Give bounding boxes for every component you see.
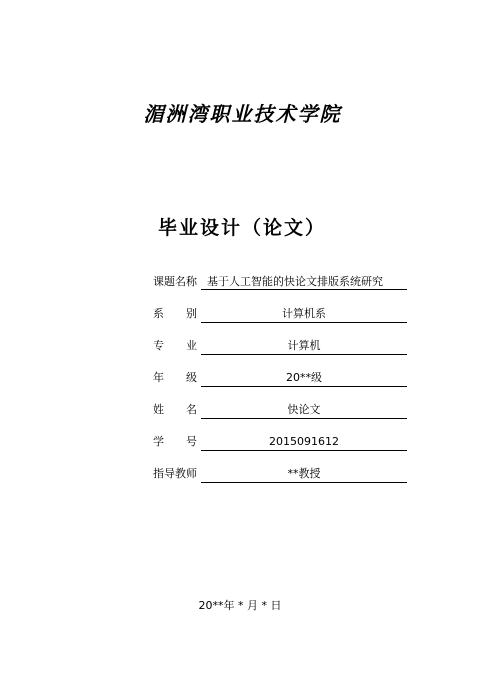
info-row-major xyxy=(153,334,413,366)
info-value-line xyxy=(201,274,407,290)
info-label: 指导教师 xyxy=(153,467,197,480)
info-value: 计算机系 xyxy=(282,307,326,320)
info-value: 计算机 xyxy=(287,339,321,352)
info-value-line xyxy=(201,338,407,355)
info-row-student-id xyxy=(153,430,413,462)
info-value-line xyxy=(201,434,407,451)
submission-date: 20**年 * 月 * 日 xyxy=(198,599,282,612)
college-name: 湄洲湾职业技术学院 xyxy=(143,102,342,126)
document-type-title: 毕业设计（论文） xyxy=(157,217,326,239)
info-row-grade xyxy=(153,366,413,398)
info-row-department xyxy=(153,302,413,334)
info-value-line xyxy=(201,402,407,419)
info-row-advisor xyxy=(153,462,413,494)
info-label: 专 业 xyxy=(153,339,197,352)
info-value-line xyxy=(201,370,407,387)
info-label: 系 别 xyxy=(153,307,197,320)
info-label: 课题名称 xyxy=(153,275,197,288)
info-row-topic xyxy=(153,270,413,302)
info-table xyxy=(153,270,413,494)
info-label: 姓 名 xyxy=(153,403,197,416)
info-value: 基于人工智能的快论文排版系统研究 xyxy=(207,275,383,288)
info-label: 学 号 xyxy=(153,435,197,448)
info-value-line xyxy=(201,306,407,323)
info-value: 快论文 xyxy=(287,403,321,416)
info-value: 2015091612 xyxy=(269,435,339,448)
info-value: 20**级 xyxy=(286,371,322,384)
info-value-line xyxy=(201,466,407,483)
info-row-name xyxy=(153,398,413,430)
info-value: **教授 xyxy=(287,467,321,480)
info-label: 年 级 xyxy=(153,371,197,384)
